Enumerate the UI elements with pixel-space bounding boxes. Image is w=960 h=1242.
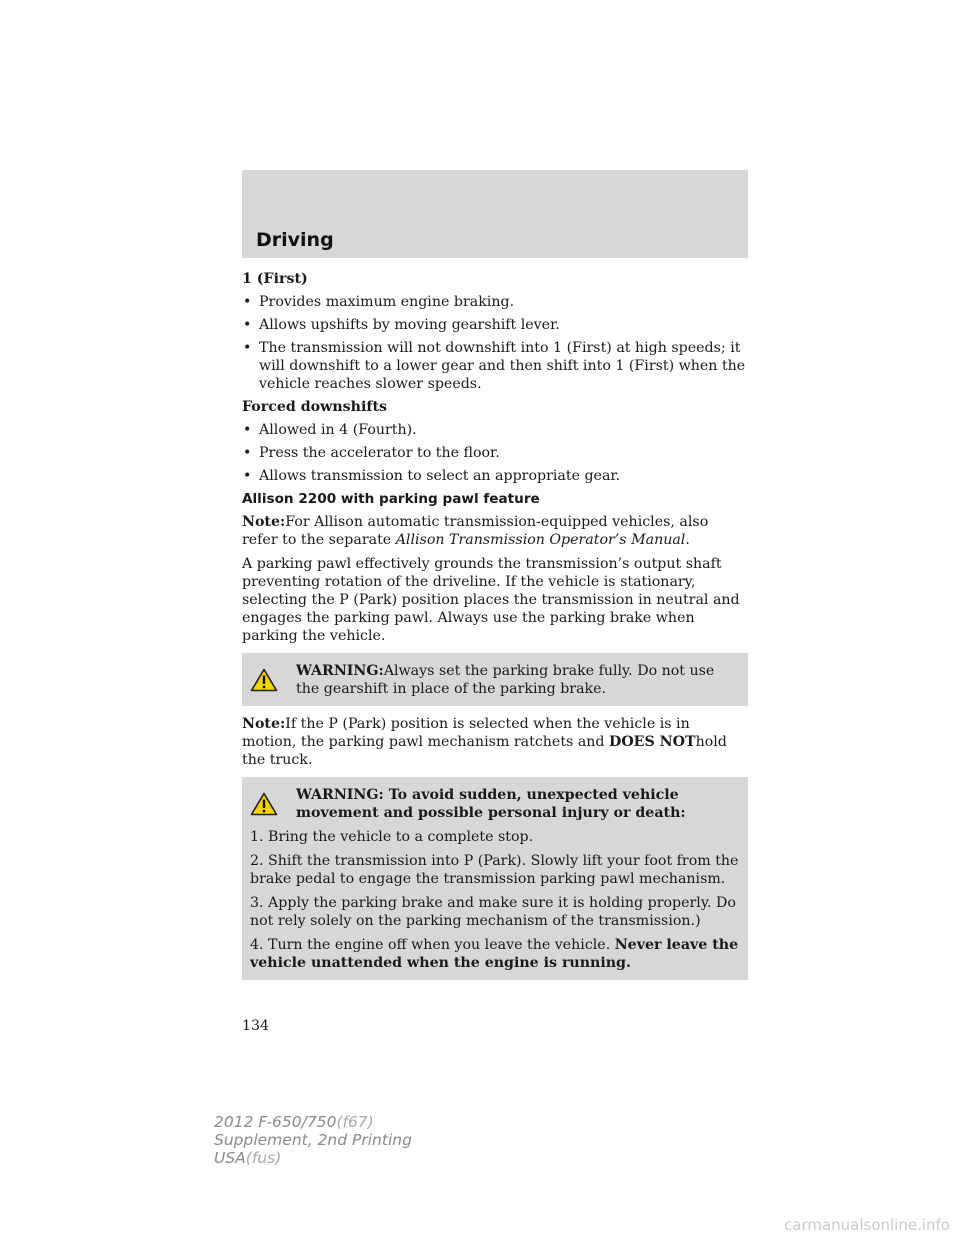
forced-downshifts-list — [242, 421, 748, 485]
footer-edition: Supplement, 2nd Printing — [214, 1131, 412, 1149]
note-text: For Allison automatic transmission-equipped vehicles, also refer to the separate — [242, 514, 709, 548]
manual-title: Allison Transmission Operator’s Manual — [395, 532, 686, 548]
note-label: Note: — [242, 514, 286, 530]
warning-box-parking-brake — [242, 653, 748, 706]
warning-triangle-icon — [250, 786, 290, 821]
list-item: • Allowed in 4 (Fourth). — [242, 421, 748, 439]
section-title: Driving — [256, 229, 334, 251]
warning-step — [250, 936, 740, 972]
note-label: Note: — [242, 716, 286, 732]
list-item: • Allows upshifts by moving gearshift lever. — [242, 316, 748, 334]
warning-triangle-icon — [250, 662, 290, 697]
allison-note-1 — [242, 513, 748, 549]
first-gear-heading: 1 (First) — [242, 271, 308, 287]
warning-heading: WARNING: To avoid sudden, unexpected vehicle movement and possible personal injury or death: — [296, 787, 686, 821]
note-end: hold the truck. — [242, 734, 727, 768]
first-gear-list — [242, 293, 748, 393]
parking-pawl-paragraph: A parking pawl effectively grounds the transmission’s output shaft preventing rotation of the driveline. If the vehicle is stationary, selecting the P (Park) position places the transmission in neutral and engages the parking pawl. Always use the parking brake when parking the vehicle. — [242, 556, 740, 644]
warning-step: 1. Bring the vehicle to a complete stop. — [250, 829, 534, 845]
list-item: • The transmission will not downshift into 1 (First) at high speeds; it will downshift to a lower gear and then shift into 1 (First) when the vehicle reaches slower speeds. — [242, 339, 748, 393]
warning-box-vehicle-movement — [242, 777, 748, 980]
page-number: 134 — [242, 1018, 270, 1034]
watermark: carmanualsonline.info — [784, 1216, 950, 1234]
warning-step: 3. Apply the parking brake and make sure it is holding properly. Do not rely solely on the parking mechanism of the transmission.) — [250, 895, 736, 929]
footer-market: USA — [214, 1149, 246, 1167]
allison-note-2 — [242, 715, 748, 769]
does-not-text: DOES NOT — [609, 734, 696, 750]
forced-downshifts-heading: Forced downshifts — [242, 399, 388, 415]
warning-step: 2. Shift the transmission into P (Park). Slowly lift your foot from the brake pedal to engage the transmission parking pawl mechanism. — [250, 853, 739, 887]
list-item: • Allows transmission to select an appropriate gear. — [242, 467, 748, 485]
note-text: If the P (Park) position is selected when the vehicle is in motion, the parking pawl mechanism ratchets and — [242, 716, 690, 750]
warning-text: Always set the parking brake fully. Do not use the gearshift in place of the parking brake. — [296, 663, 715, 697]
step-text: 4. Turn the engine off when you leave the vehicle. — [250, 937, 615, 953]
warning-label: WARNING: — [296, 663, 384, 679]
note-end: . — [685, 532, 690, 548]
document-footer — [214, 1113, 412, 1167]
allison-heading: Allison 2200 with parking pawl feature — [242, 491, 540, 507]
list-item: • Provides maximum engine braking. — [242, 293, 748, 311]
footer-model: 2012 F-650/750 — [214, 1113, 337, 1131]
footer-market-code: (fus) — [245, 1149, 282, 1167]
footer-model-code: (f67) — [336, 1113, 374, 1131]
step-emphasis: Never leave the vehicle unattended when the engine is running. — [250, 937, 739, 971]
list-item: • Press the accelerator to the floor. — [242, 444, 748, 462]
page-content — [242, 270, 748, 989]
